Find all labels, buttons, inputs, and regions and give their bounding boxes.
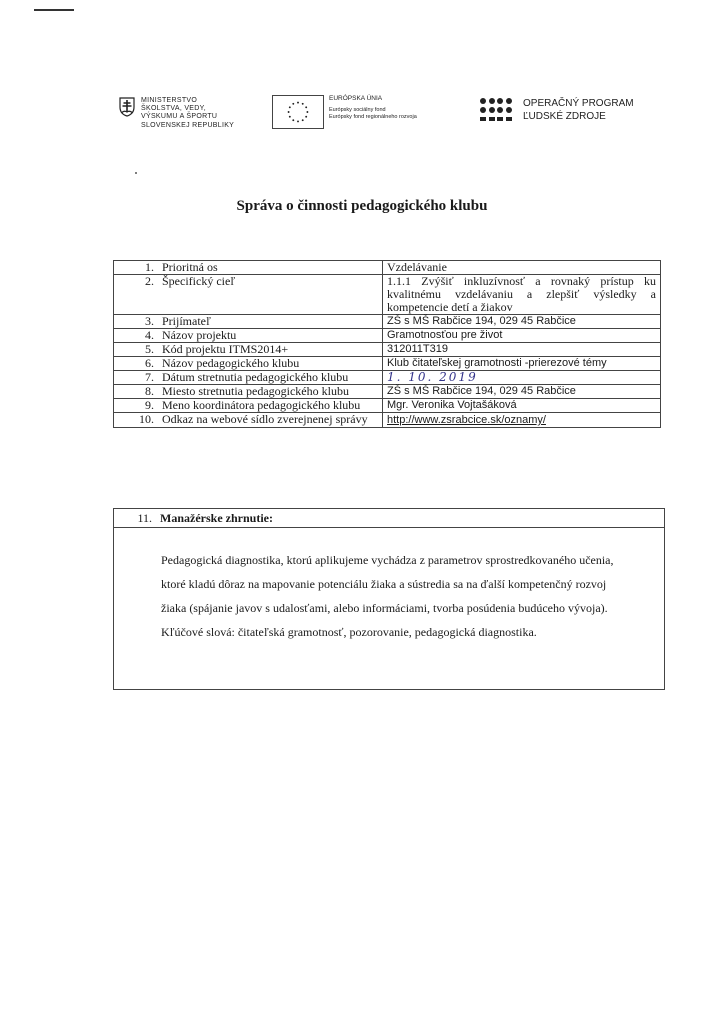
row-number: 4. xyxy=(145,328,154,342)
ministry-line: SLOVENSKEJ REPUBLIKY xyxy=(141,121,235,129)
row-value: ZŠ s MŠ Rabčice 194, 029 45 Rabčice xyxy=(387,315,576,327)
row-label-cell xyxy=(114,385,383,399)
table-row xyxy=(114,357,661,371)
row-label: Dátum stretnutia pedagogického klubu xyxy=(162,370,349,384)
row-number: 5. xyxy=(145,342,154,356)
row-label-cell xyxy=(114,329,383,343)
row-label: Názov projektu xyxy=(162,328,237,342)
op-logo xyxy=(479,97,634,123)
row-label-cell xyxy=(114,399,383,413)
row-label-cell xyxy=(114,343,383,357)
summary-header xyxy=(114,509,664,528)
row-value-cell xyxy=(383,385,661,399)
ministry-line: VÝSKUMU A ŠPORTU xyxy=(141,113,218,121)
summary-paragraph: Pedagogická diagnostika, ktorú aplikujeme vychádza z parametrov sprostredkovaného učenia, ktoré kladú dôraz na mapovanie potenciálu žiaka a sústredia sa na ďalší kompetenčný rozvoj žiaka (spájanie javov s udalosťami, alebo informáciami, tvorba posúdenia budúceho vývoja). xyxy=(161,553,614,615)
row-value: ZŠ s MŠ Rabčice 194, 029 45 Rabčice xyxy=(387,385,576,397)
row-number: 1. xyxy=(145,260,154,274)
row-number: 10. xyxy=(139,412,154,426)
row-value: 312011T319 xyxy=(387,343,448,355)
row-value-cell xyxy=(383,357,661,371)
eu-title: EURÓPSKA ÚNIA xyxy=(329,95,383,102)
row-label-cell xyxy=(114,261,383,275)
row-value-cell xyxy=(383,315,661,329)
table-row xyxy=(114,413,661,428)
row-label-cell xyxy=(114,275,383,315)
row-value: Mgr. Veronika Vojtašáková xyxy=(387,399,517,411)
summary-number: 11. xyxy=(137,511,152,525)
row-number: 6. xyxy=(145,356,154,370)
summary-heading: Manažérske zhrnutie: xyxy=(160,511,273,525)
row-label-cell xyxy=(114,371,383,385)
table-row xyxy=(114,315,661,329)
row-label: Názov pedagogického klubu xyxy=(162,356,300,370)
management-summary xyxy=(113,508,665,690)
row-value: Klub čitateľskej gramotnosti -prierezové témy xyxy=(387,357,607,369)
row-label: Kód projektu ITMS2014+ xyxy=(162,342,289,356)
row-value-cell xyxy=(383,343,661,357)
row-number: 3. xyxy=(145,314,154,328)
table-row xyxy=(114,385,661,399)
table-row xyxy=(114,371,661,385)
document-title: Správa o činnosti pedagogického klubu xyxy=(236,198,488,214)
row-label: Miesto stretnutia pedagogického klubu xyxy=(162,384,349,398)
row-label-cell xyxy=(114,357,383,371)
table-row xyxy=(114,343,661,357)
row-number: 7. xyxy=(145,370,154,384)
row-label: Prioritná os xyxy=(162,260,218,274)
table-row xyxy=(114,399,661,413)
row-number: 8. xyxy=(145,384,154,398)
ministry-line: ŠKOLSTVA, VEDY, xyxy=(141,105,206,113)
report-link[interactable]: http://www.zsrabcice.sk/oznamy/ xyxy=(387,414,546,426)
table-row xyxy=(114,275,661,315)
row-value-cell xyxy=(383,261,661,275)
row-label: Odkaz na webové sídlo zverejnenej správy xyxy=(162,412,368,426)
row-value-cell xyxy=(383,399,661,413)
row-number: 9. xyxy=(145,398,154,412)
op-line: ĽUDSKÉ ZDROJE xyxy=(523,111,606,122)
handwritten-date: 1. 10. 2019 xyxy=(387,370,478,384)
header-logos xyxy=(0,95,724,145)
row-label: Prijímateľ xyxy=(162,314,211,328)
row-label: Špecifický cieľ xyxy=(162,274,236,288)
table-row xyxy=(114,329,661,343)
scan-mark xyxy=(34,9,74,11)
coat-of-arms-icon xyxy=(119,97,135,117)
row-label-cell xyxy=(114,413,383,428)
row-value-cell xyxy=(383,275,661,315)
row-value: Gramotnosťou pre život xyxy=(387,329,503,341)
row-value-cell xyxy=(383,371,661,385)
project-info-table xyxy=(113,260,661,428)
row-value: 1.1.1 Zvýšiť inkluzívnosť a rovnaký prístup ku kvalitnému vzdelávaniu a zlepšiť výsledky a kompetencie detí a žiakov xyxy=(387,274,656,314)
eu-fund-line: Európsky sociálny fond xyxy=(329,107,386,113)
row-value: Vzdelávanie xyxy=(387,260,447,274)
table-row xyxy=(114,261,661,275)
eu-logo xyxy=(272,95,417,129)
row-value-cell xyxy=(383,329,661,343)
row-label: Meno koordinátora pedagogického klubu xyxy=(162,398,361,412)
row-label-cell xyxy=(114,315,383,329)
ministry-line: MINISTERSTVO xyxy=(141,97,198,104)
summary-body xyxy=(114,528,631,644)
row-number: 2. xyxy=(145,274,154,288)
summary-keywords: Kľúčové slová: čitateľská gramotnosť, pozorovanie, pedagogická diagnostika. xyxy=(161,625,537,639)
eu-fund-line: Európsky fond regionálneho rozvoja xyxy=(329,114,417,120)
eu-flag-icon xyxy=(272,95,324,129)
row-value-cell xyxy=(383,413,661,428)
scan-speck xyxy=(135,172,137,174)
ministry-logo xyxy=(119,97,234,130)
op-dots-icon xyxy=(479,97,513,123)
op-line: OPERAČNÝ PROGRAM xyxy=(523,98,634,109)
